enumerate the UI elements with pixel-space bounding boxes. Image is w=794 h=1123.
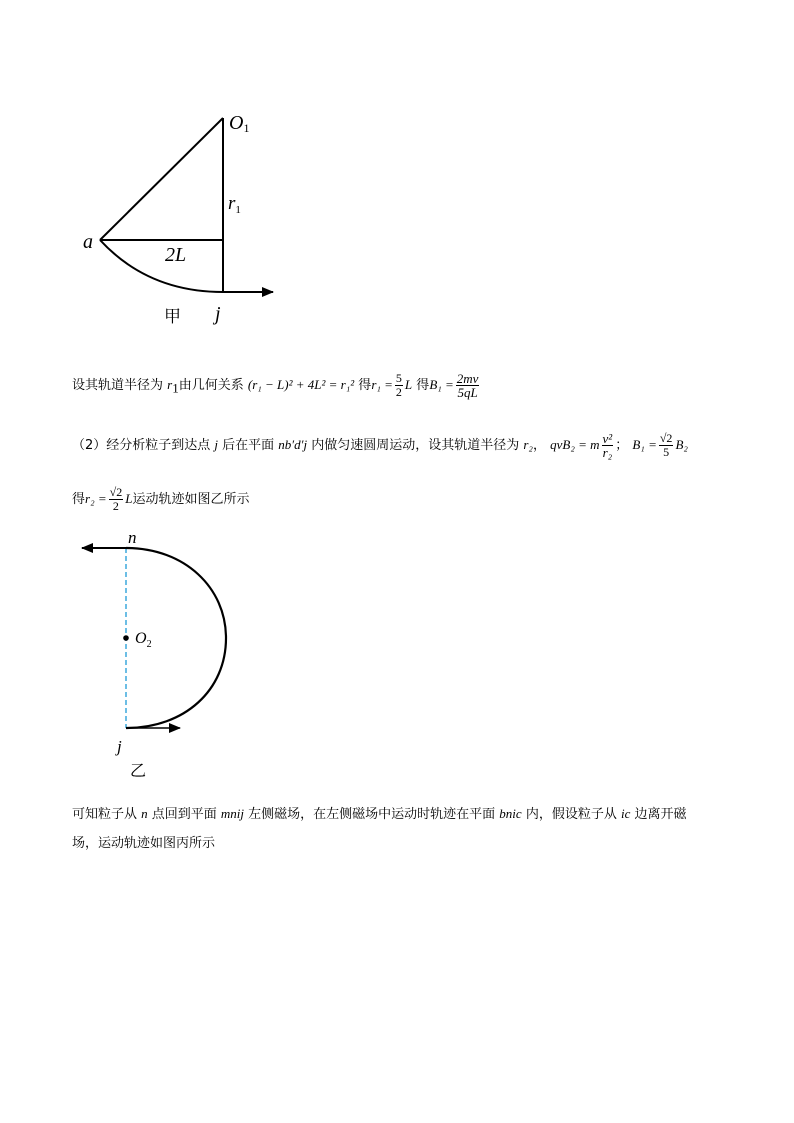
hypotenuse-line [100,118,223,240]
text: 得 [72,492,86,507]
text: 内做匀速圆周运动，设其轨道半径为 [307,438,524,453]
text: 场，运动轨迹如图丙所示 [72,836,216,851]
fraction-sqrt2-5: $\frac{√2}{5}$ [659,431,673,459]
label-j2: j [117,737,122,756]
text: 边离开磁 [630,807,687,822]
equation-geometry: (r₁ − L)² + 4L² = r₁² [247,377,355,392]
text: 左侧磁场，在左侧磁场中运动时轨迹在平面 [244,807,500,822]
var-n: n [141,806,148,821]
var-r2: r₂ [523,437,533,452]
text: 后在平面 [218,438,279,453]
diagram-jia [83,112,273,327]
plane-bnic: bnic [499,806,522,821]
trajectory-arc [100,240,223,292]
var-L: L [404,377,413,392]
equation-B1-B2: B₁ = [632,437,657,452]
label-r1: $r_1$ [228,193,241,216]
text: 得 [416,378,430,393]
text: ； [615,438,629,453]
label-j: j [215,303,221,325]
label-n: n [128,528,137,547]
var-L: L [125,491,133,506]
text: 得 [358,378,372,393]
paragraph-r2-result [72,486,249,513]
fraction-v2-r2: $\frac{\text{v²}}{\text{r₂}}$ [602,431,613,460]
fraction-2mv-5qL: $\frac{2mv}{5qL}$ [456,371,479,400]
var-j: j [214,437,219,452]
label-a: a [83,231,93,253]
center-point-O2 [123,635,129,641]
figure-caption-yi: 乙 [130,761,147,780]
equation-r1: r₁ = [371,377,393,392]
label-O2: $O_2$ [135,630,152,650]
equation-r2: r₂ = [85,491,107,506]
equation-force: qvB₂ = m [550,437,600,452]
text: 设其轨道半径为 [72,378,168,393]
edge-ic: ic [620,806,631,821]
sub: 1 [172,380,179,396]
text: （2）经分析粒子到达点 [72,438,215,453]
figure-caption-jia: 甲 [164,307,181,327]
var-B2: B₂ [675,437,688,452]
text: 运动轨迹如图乙所示 [132,492,250,507]
equation-B1: B₁ = [429,377,454,392]
plane-mnij: mnij [220,806,245,821]
text: 由几何关系 [178,378,244,393]
fraction-sqrt2-2: $\frac{√2}{2}$ [109,485,123,513]
fraction-5-2: $\frac{5}{2}$ [395,371,402,399]
label-2L: 2L [165,244,187,266]
var-r: r [167,377,173,392]
paragraph-left-field-cont [72,835,215,853]
text: ， [532,438,546,453]
label-O1: O1 [229,112,250,135]
diagram-yi [82,528,226,780]
text: 可知粒子从 [72,807,142,822]
plane-name: nb′d′j [278,437,308,452]
text: 内，假设粒子从 [521,807,621,822]
text: 点回到平面 [147,807,221,822]
paragraph-left-field [72,805,686,824]
paragraph-radius-geometry [72,372,481,399]
paragraph-part2 [72,432,688,459]
